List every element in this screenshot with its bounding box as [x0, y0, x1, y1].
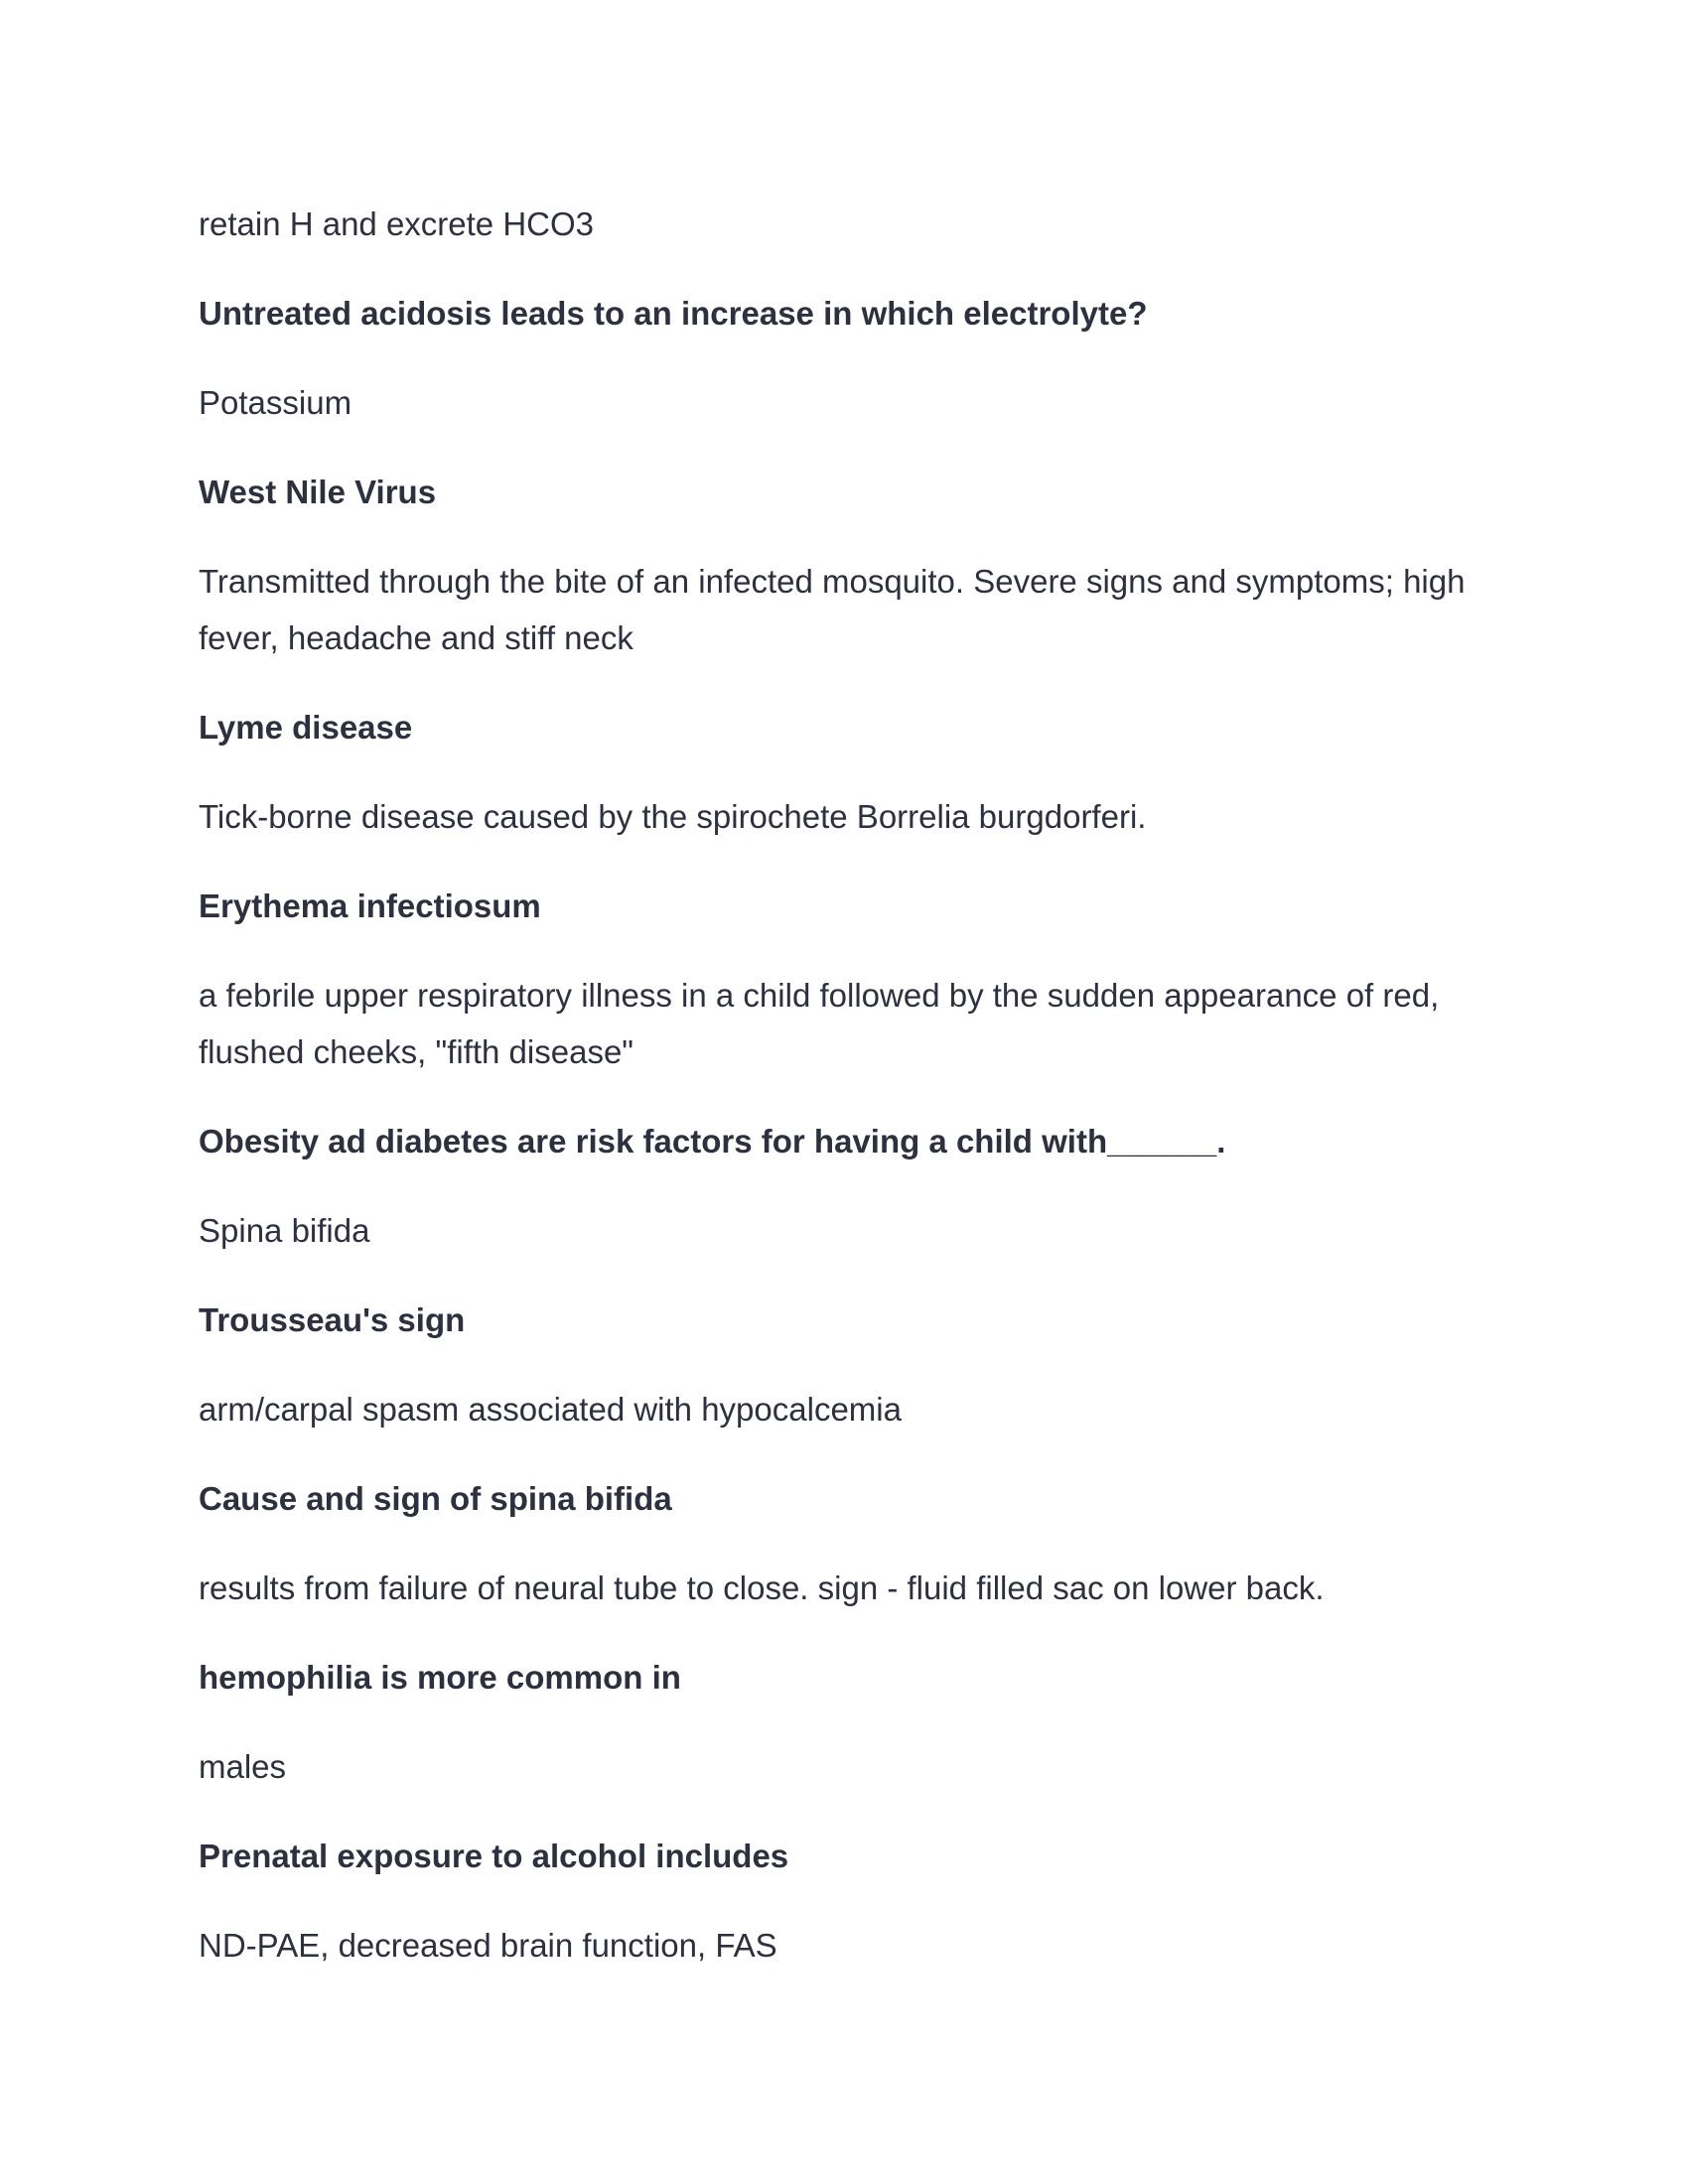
card-answer: males — [199, 1748, 287, 1785]
card-answer: Transmitted through the bite of an infected mosquito. Severe signs and symptoms; high fever, headache and stiff neck — [199, 563, 1466, 656]
card-question: Lyme disease — [199, 709, 413, 746]
card-question: Erythema infectiosum — [199, 887, 541, 924]
card-answer: Spina bifida — [199, 1212, 370, 1249]
card-question: Prenatal exposure to alcohol includes — [199, 1838, 789, 1874]
card-answer: Potassium — [199, 384, 352, 421]
intro-answer: retain H and excrete HCO3 — [199, 205, 595, 242]
card-answer: results from failure of neural tube to close. sign - fluid filled sac on lower back. — [199, 1570, 1325, 1606]
card-question: West Nile Virus — [199, 474, 437, 510]
card-question: hemophilia is more common in — [199, 1659, 681, 1696]
flashcard-list — [199, 196, 1489, 2006]
card-question: Obesity ad diabetes are risk factors for having a child with______. — [199, 1123, 1226, 1160]
card-answer: arm/carpal spasm associated with hypocalcemia — [199, 1391, 902, 1428]
card-question: Untreated acidosis leads to an increase in which electrolyte? — [199, 295, 1148, 332]
card-answer: ND-PAE, decreased brain function, FAS — [199, 1927, 777, 1964]
card-answer: Tick-borne disease caused by the spirochete Borrelia burgdorferi. — [199, 798, 1147, 835]
card-answer: a febrile upper respiratory illness in a child followed by the sudden appearance of red, flushed cheeks, "fifth disease" — [199, 977, 1440, 1070]
card-question: Cause and sign of spina bifida — [199, 1480, 672, 1517]
card-question: Trousseau's sign — [199, 1301, 466, 1338]
